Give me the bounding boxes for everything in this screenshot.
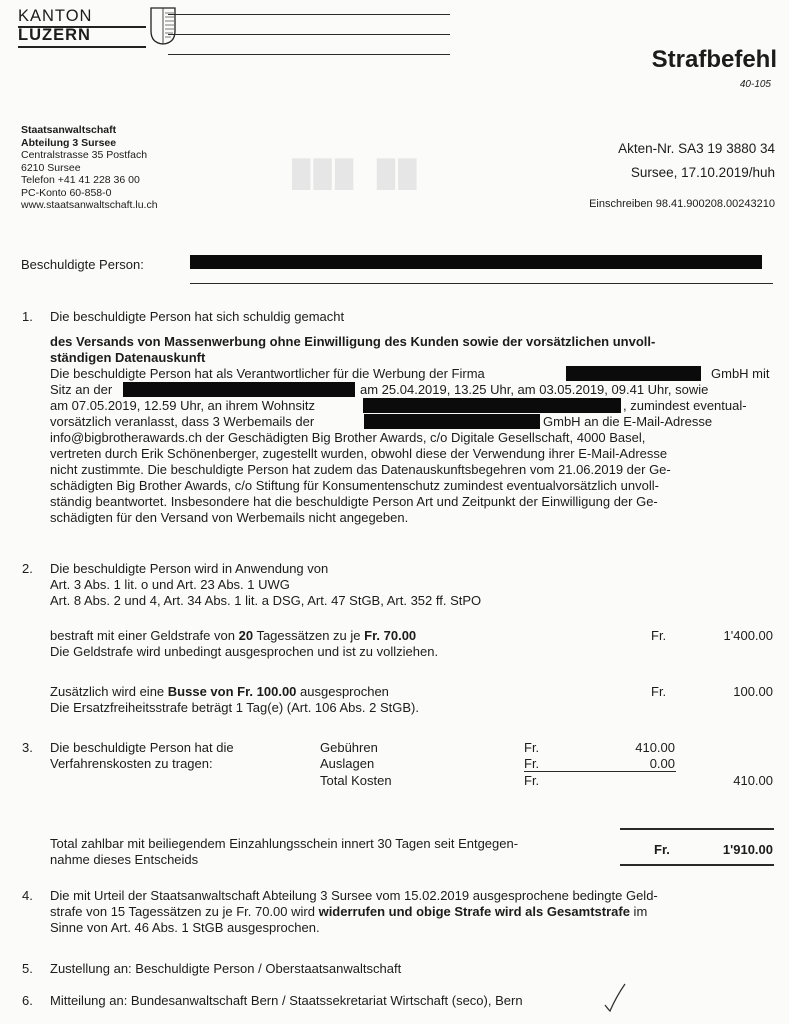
coat-of-arms-icon (150, 7, 176, 45)
cost-sum-rule (524, 771, 676, 772)
section4-bold-part: widerrufen und obige Strafe wird als Gesamtstrafe (318, 904, 630, 919)
notification-text: Mitteilung an: Bundesanwaltschaft Bern / Staatssekretariat Wirtschaft (seco), Bern (50, 993, 523, 1008)
form-number: 40-105 (739, 79, 771, 90)
sender-line: PC-Konto 60-858-0 (21, 186, 112, 199)
cost-label: Total Kosten (320, 773, 392, 788)
section3-intro: Die beschuldigte Person hat die (50, 740, 234, 755)
busse-amount-text: Busse von Fr. 100.00 (167, 684, 297, 699)
offense-text-line: am 07.05.2019, 12.59 Uhr, an ihrem Wohnsitz (50, 398, 315, 413)
busse-line (50, 684, 389, 700)
sender-line: Abteilung 3 Sursee (21, 136, 117, 149)
fine-note: Die Geldstrafe wird unbedingt ausgesprochen und ist zu vollziehen. (50, 644, 439, 659)
fine-line (50, 628, 416, 644)
section3-intro: Verfahrenskosten zu tragen: (50, 756, 213, 771)
offense-heading: des Versands von Massenwerbung ohne Einwilligung des Kunden sowie der vorsätzlichen unvoll- (50, 334, 656, 349)
fine-text: bestraft mit einer Geldstrafe von (50, 628, 239, 643)
cost-currency: Fr. (524, 773, 540, 788)
section4-text-part: strafe von 15 Tagessätzen zu je Fr. 70.00 wird (50, 904, 319, 919)
busse-note: Die Ersatzfreiheitsstrafe beträgt 1 Tag(e) (Art. 106 Abs. 2 StGB). (50, 700, 419, 715)
section-number: 5. (22, 961, 33, 976)
cost-amount: 410.00 (635, 740, 675, 755)
redacted-residence (363, 398, 621, 413)
section-number: 1. (22, 309, 33, 324)
sender-line: Telefon +41 41 228 36 00 (21, 174, 140, 186)
offense-text-line: nicht zustimmte. Die beschuldigte Person hat zudem das Datenauskunftsbegehren vom 21.06.2019 der Ge- (50, 462, 671, 477)
faint-stamp: ███ ██ (292, 158, 420, 188)
section4-text (50, 904, 647, 920)
cost-amount: 0.00 (649, 756, 675, 771)
section-number: 3. (22, 740, 33, 755)
checkmark-icon (604, 983, 626, 1013)
sender-block (21, 124, 158, 212)
section1-intro: Die beschuldigte Person hat sich schuldig gemacht (50, 309, 345, 324)
offense-text-line: schädigten für den Versand von Werbemails nicht angegeben. (50, 510, 409, 525)
busse-amount: 100.00 (733, 684, 773, 699)
accused-underline (190, 283, 773, 284)
registered-mail-number: Einschreiben 98.41.900208.00243210 (589, 198, 775, 210)
canton-logo (18, 7, 184, 47)
offense-text-line: am 25.04.2019, 13.25 Uhr, am 03.05.2019, 09.41 Uhr, sowie (360, 382, 709, 397)
offense-text-line: schädigten Big Brother Awards, c/o Stiftung für Konsumentenschutz zumindest eventualvorsätzlich unvoll- (50, 478, 659, 493)
section2-intro: Die beschuldigte Person wird in Anwendung von (50, 561, 329, 576)
law-reference: Art. 8 Abs. 2 und 4, Art. 34 Abs. 1 lit. a DSG, Art. 47 StGB, Art. 352 ff. StPO (50, 593, 482, 608)
cost-currency: Fr. (524, 756, 540, 771)
total-costs-amount: 410.00 (733, 773, 773, 788)
total-currency: Fr. (654, 842, 670, 857)
redacted-company (566, 366, 701, 381)
offense-text-line: GmbH mit (711, 366, 770, 381)
fine-days: 20 (238, 628, 254, 643)
offense-text-line: GmbH an die E-Mail-Adresse (543, 414, 713, 429)
address-line (168, 14, 450, 15)
fine-currency: Fr. (651, 628, 667, 643)
section-number: 6. (22, 993, 33, 1008)
section-number: 2. (22, 561, 33, 576)
total-amount: 1'910.00 (722, 842, 773, 857)
logo-luzern-text: LUZERN (18, 26, 91, 44)
accused-label: Beschuldigte Person: (21, 257, 144, 272)
sender-line: www.staatsanwaltschaft.lu.ch (21, 199, 158, 211)
offense-text-line: vorsätzlich veranlasst, dass 3 Werbemails der (50, 414, 315, 429)
total-bottom-rule (620, 864, 774, 866)
offense-text-line: info@bigbrotherawards.ch der Geschädigten Big Brother Awards, c/o Digitale Gesellschaft, 4000 Basel, (50, 430, 646, 445)
fine-text: Tagessätzen zu je (253, 628, 365, 643)
sender-line: Staatsanwaltschaft (21, 124, 117, 136)
delivery-text: Zustellung an: Beschuldigte Person / Oberstaatsanwaltschaft (50, 961, 402, 976)
section4-text-part: im (629, 904, 648, 919)
sender-line: 6210 Sursee (21, 161, 81, 174)
offense-text-line: ständig beantwortet. Insbesondere hat die beschuldigte Person Art und Zeitpunkt der Einwilligung der Ge- (50, 494, 658, 509)
total-text: Total zahlbar mit beiliegendem Einzahlungsschein innert 30 Tagen seit Entgegen- (50, 836, 519, 851)
cost-label: Auslagen (320, 756, 375, 771)
file-number: Akten-Nr. SA3 19 3880 34 (618, 141, 775, 156)
offense-text-line: Die beschuldigte Person hat als Verantwortlicher für die Werbung der Firma (50, 366, 485, 381)
address-line (168, 54, 450, 55)
cost-currency: Fr. (524, 740, 540, 755)
busse-text: ausgesprochen (296, 684, 389, 699)
total-text: nahme dieses Entscheids (50, 852, 199, 867)
redacted-company (364, 414, 540, 429)
busse-text: Zusätzlich wird eine (50, 684, 168, 699)
law-reference: Art. 3 Abs. 1 lit. o und Art. 23 Abs. 1 UWG (50, 577, 290, 592)
place-date: Sursee, 17.10.2019/huh (630, 165, 775, 180)
fine-amount: 1'400.00 (723, 628, 773, 643)
section4-text: Die mit Urteil der Staatsanwaltschaft Abteilung 3 Sursee vom 15.02.2019 ausgesprochene bedingte Geld- (50, 888, 658, 903)
offense-text-line: vertreten durch Erik Schönenberger, zugestellt wurden, obwohl diese der Verwendung ihrer E-Mail-Adresse (50, 446, 668, 461)
logo-underline (18, 46, 146, 48)
section4-text: Sinne von Art. 46 Abs. 1 StGB ausgesprochen. (50, 920, 320, 935)
redacted-name (190, 255, 762, 269)
offense-text-line: Sitz an der (50, 382, 113, 397)
offense-heading: ständigen Datenauskunft (50, 350, 206, 365)
logo-kanton-text: KANTON (18, 7, 93, 25)
section-number: 4. (22, 888, 33, 903)
cost-label: Gebühren (320, 740, 378, 755)
busse-currency: Fr. (651, 684, 667, 699)
sender-line: Centralstrasse 35 Postfach (21, 149, 148, 161)
document-title: Strafbefehl (651, 46, 777, 73)
offense-text-line: , zumindest eventual- (623, 398, 747, 413)
total-top-rule (620, 828, 774, 830)
redacted-address (123, 382, 355, 397)
address-line (168, 34, 450, 35)
fine-rate: Fr. 70.00 (364, 628, 417, 643)
